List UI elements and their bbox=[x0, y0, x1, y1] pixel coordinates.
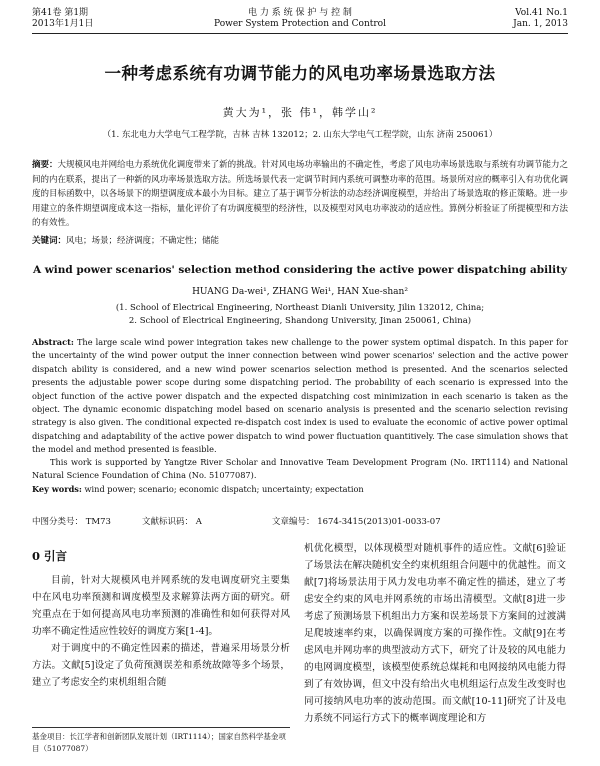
keywords-en-text: wind power; scenario; economic dispatch; uncertainty; expectation bbox=[84, 484, 364, 494]
affiliation-cn: （1. 东北电力大学电气工程学院，吉林 吉林 132012；2. 山东大学电气工程学院，山东 济南 250061） bbox=[102, 130, 498, 140]
abstract-cn-text: 大规模风电并网给电力系统优化调度带来了新的挑战。针对风电场功率输出的不确定性，考虑了风电功率场景选取与系统有功调节能力之间的内在联系，提出了一种新的风功率场景选取方法。所选场景代表一定调节时间内系统可调整功率的范围。场景所对应的概率引入有功优化调度的目标函数中，以各场景下的期望调度成本最小为目标。建立了基于调节分析法的动态经济调度模型，并给出了场景选取的修正策略。进一步用建立的条件期望调度成本这一指标，量化评价了有功调度模型的经济性，以及模型对风电功率波动的适应性。算例分析验证了所提模型和方法的有效性。 bbox=[32, 160, 568, 228]
abstract-en bbox=[32, 336, 568, 457]
section-heading-introduction: 0 引言 bbox=[32, 549, 68, 563]
funding-statement-en: This work is supported by Yangtze River Scholar and Innovative Team Development Program (No. IRT1114) and National Natural Science Foundation of China (No. 51077087). bbox=[32, 457, 568, 481]
abstract-cn bbox=[32, 158, 568, 231]
abstract-en-text: The large scale wind power integration takes new challenge to the power system optimal dispatch. In this paper for the uncertainty of the wind power output the inner connection between wind power scenarios' selection and the active power dispatch ability is considered, and a new wind power scenarios selection method is presented. And the scenarios selected presents the adjustable power scope during some dispatching period. The probability of each scenario is expressed into the object function of the active power dispatch and the expected dispatching cost minimization in each scenario is taken as the object. The dynamic economic dispatching model based on scenario analysis is presented and the scenario selection revising strategy is also given. The conditional expected re-dispatch cost index is used to evaluate the economic of active power optimal dispatching and adaptability of the active power dispatch to wind power fluctuation quantitively. The case simulation shows that the model and method presented is feasible. bbox=[32, 337, 568, 455]
authors-en: HUANG Da-wei¹, ZHANG Wei¹, HAN Xue-shan² bbox=[192, 287, 408, 297]
body-paragraph: 目前，针对大规模风电并网系统的发电调度研究主要集中在风电功率预测和调度模型及求解算法两方面的研究。研究重点在于如何提高风电功率预测的准确性和如何获得对风功率不确定性适应性较好的调度方案[1-4]。 bbox=[32, 575, 290, 637]
header-volume-cn: 第41卷 第1期 2013年1月1日 bbox=[32, 8, 94, 29]
article-number: 文章编号： 1674-3415(2013)01-0033-07 bbox=[272, 517, 441, 527]
body-paragraph: 对于调度中的不确定性因素的描述，普遍采用场景分析方法。文献[5]设定了负荷预测误差和系统故障等多个场景，建立了考虑安全约束机组组合随 bbox=[32, 643, 290, 688]
abstract-en-label: Abstract: bbox=[32, 337, 74, 347]
abstract-cn-label: 摘要： bbox=[32, 160, 58, 170]
header-journal-name: 电 力 系 统 保 护 与 控 制 Power System Protection and Control bbox=[214, 8, 386, 29]
clc-number: 中图分类号： TM73 bbox=[32, 517, 111, 527]
keywords-cn-label: 关键词： bbox=[32, 236, 67, 246]
paper-title-en: A wind power scenarios' selection method considering the active power dispatching ability bbox=[32, 264, 568, 276]
body-column-right bbox=[304, 540, 566, 727]
header-volume-en: Vol.41 No.1 Jan. 1, 2013 bbox=[513, 8, 568, 29]
keywords-en-label: Key words: bbox=[32, 484, 82, 494]
keywords-cn-text: 风电；场景；经济调度；不确定性；储能 bbox=[66, 236, 220, 246]
authors-cn: 黄大为¹，张 伟¹，韩学山² bbox=[222, 106, 378, 119]
keywords-en bbox=[32, 484, 568, 494]
keywords-cn bbox=[32, 234, 568, 246]
body-paragraph: 机优化模型，以体现模型对随机事件的适应性。文献[6]验证了场景法在解决随机安全约束机组组合问题中的优越性。而文献[7]将场景法用于风力发电功率不确定性的描述，建立了考虑安全约束的风电并网系统的市场出清模型。文献[8]进一步考虑了预测场景下机组出力方案和误差场景下方案间的过渡满足爬坡速率约束，以确保调度方案的可操作性。文献[9]在考虑风电并网功率的典型波动方式下，研究了计及较的风电能力的电网调度模型，该模型使系统总煤耗和电网接纳风电能力得到了有效协调，但文中没有给出火电机组运行点发生改变时也同可接纳风电功率的波动范围。而文献[10-11]研究了计及电力系统不同运行方式下的概率调度理论和方 bbox=[304, 543, 566, 724]
affiliation-en-line-1: (1. School of Electrical Engineering, Northeast Dianli University, Jilin 132012, China; bbox=[115, 303, 485, 313]
header-rule bbox=[32, 33, 568, 34]
body-column-left bbox=[32, 572, 290, 691]
affiliation-en-line-2: 2. School of Electrical Engineering, Shandong University, Jinan 250061, China) bbox=[128, 316, 472, 326]
running-header bbox=[32, 8, 568, 34]
affiliation-en bbox=[0, 302, 600, 328]
paper-title-cn: 一种考虑系统有功调节能力的风电功率场景选取方法 bbox=[104, 64, 496, 83]
funding-footnote: 基金项目：长江学者和创新团队发展计划（IRT1114）；国家自然科学基金项目（51077087） bbox=[32, 727, 290, 755]
document-code: 文献标识码： A bbox=[142, 517, 202, 527]
